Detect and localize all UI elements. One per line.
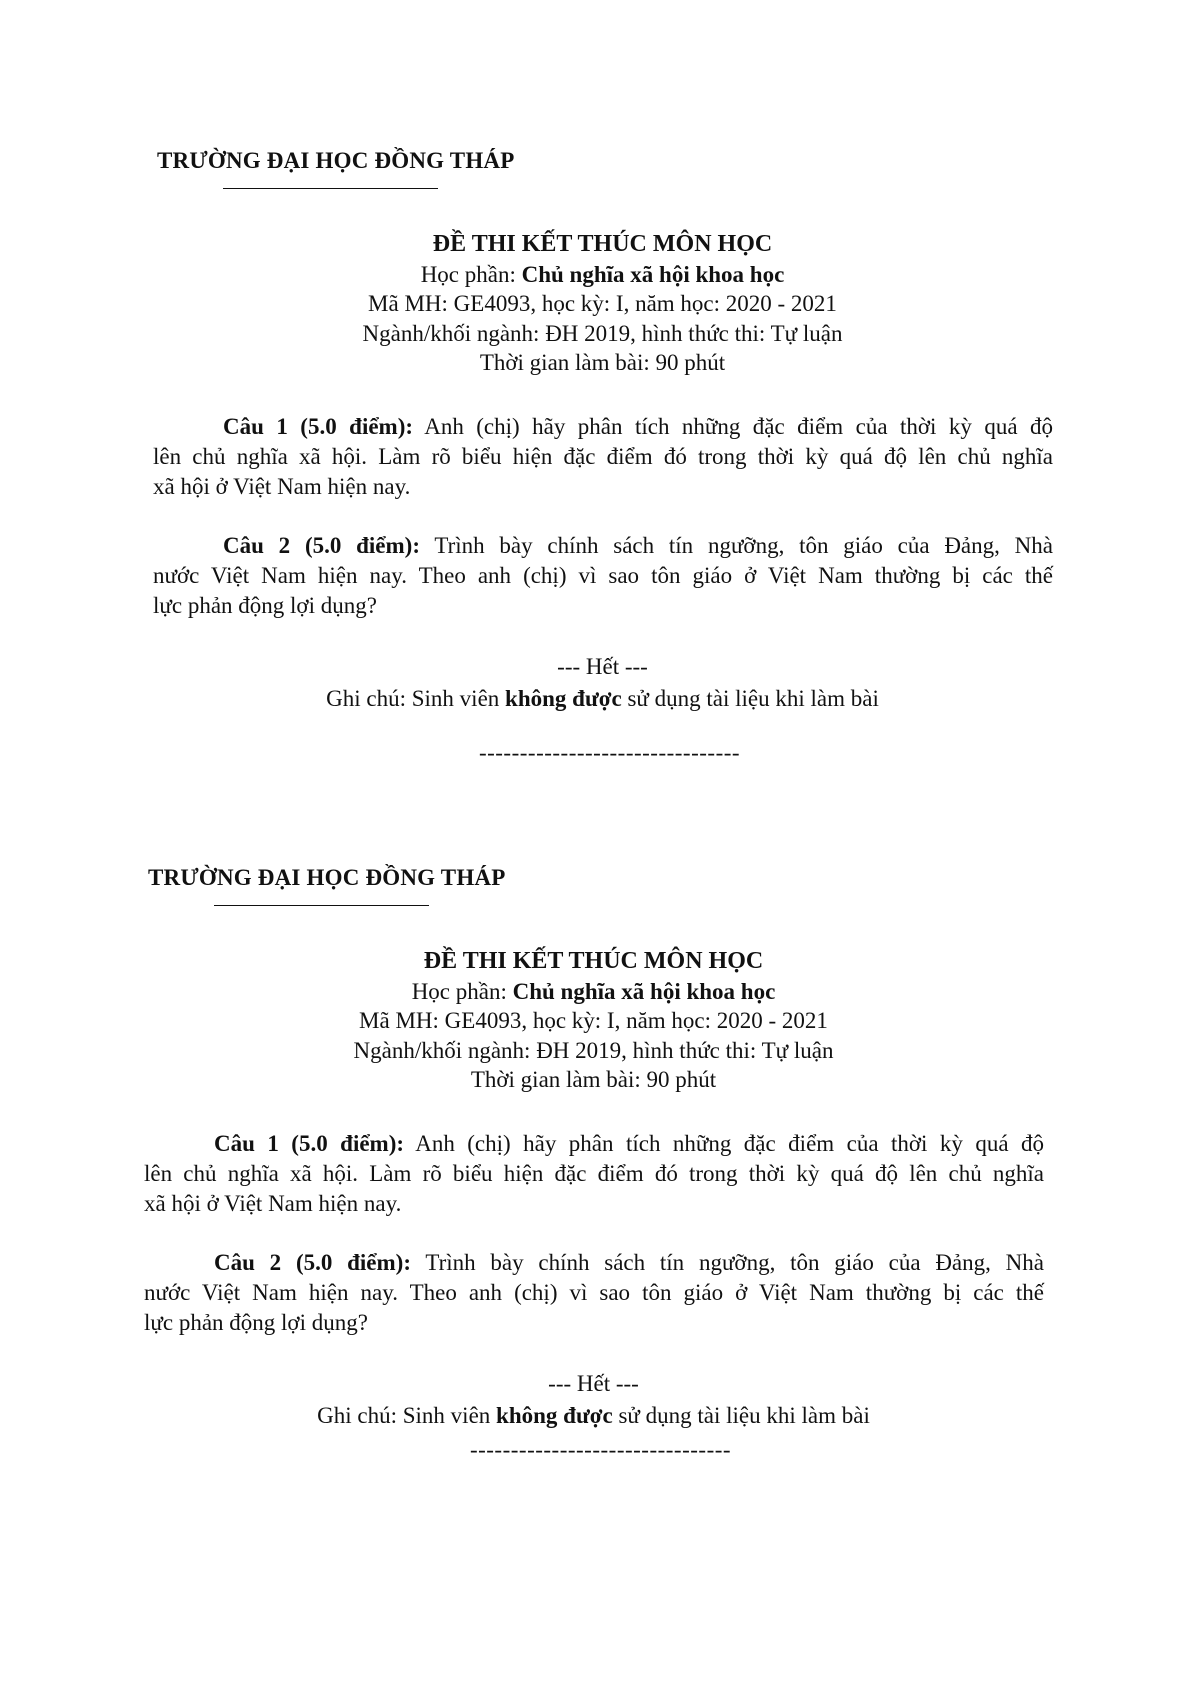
exam-title: ĐỀ THI KẾT THÚC MÔN HỌC (432, 231, 773, 257)
question-2 (144, 1248, 1044, 1338)
end-marker: --- Hết --- (557, 654, 648, 679)
question-1-line-1 (153, 412, 1053, 442)
note-emphasis: không được (496, 1403, 613, 1428)
question-2-line-1 (153, 531, 1053, 561)
exam-footer (0, 1368, 1182, 1432)
question-1-label: Câu 1 (5.0 điểm): (223, 414, 414, 439)
course-line (0, 977, 1182, 1007)
course-code-line: Mã MH: GE4093, học kỳ: I, năm học: 2020 - 2021 (368, 291, 837, 316)
question-1-line-3: xã hội ở Việt Nam hiện nay. (144, 1191, 402, 1216)
note-suffix: sử dụng tài liệu khi làm bài (621, 686, 879, 711)
exam-note (0, 683, 1191, 715)
question-1-line-2: lên chủ nghĩa xã hội. Làm rõ biểu hiện đặc điểm đó trong thời kỳ quá độ lên chủ nghĩa (144, 1161, 1044, 1186)
question-2-line-3: lực phản động lợi dụng? (144, 1310, 368, 1335)
major-line: Ngành/khối ngành: ĐH 2019, hình thức thi: Tự luận (362, 320, 843, 346)
time-line: Thời gian làm bài: 90 phút (479, 350, 726, 375)
exam-title: ĐỀ THI KẾT THÚC MÔN HỌC (423, 948, 764, 974)
note-emphasis: không được (505, 686, 622, 711)
exam-header (0, 230, 1191, 378)
course-line (0, 260, 1191, 290)
question-2-line-3: lực phản động lợi dụng? (153, 593, 377, 618)
section-divider: -------------------------------- (478, 740, 741, 765)
question-1-label: Câu 1 (5.0 điểm): (214, 1131, 405, 1156)
note-prefix: Ghi chú: Sinh viên (317, 1403, 497, 1428)
course-name: Chủ nghĩa xã hội khoa học (512, 978, 776, 1004)
exam-note (0, 1400, 1182, 1432)
time-line: Thời gian làm bài: 90 phút (470, 1067, 717, 1092)
question-1 (153, 412, 1053, 502)
question-2-line-1 (144, 1248, 1044, 1278)
exam-footer (0, 651, 1191, 715)
question-2-line-2: nước Việt Nam hiện nay. Theo anh (chị) vì sao tôn giáo ở Việt Nam thường bị các thế (153, 563, 1053, 588)
question-2-text-1: Trình bày chính sách tín ngưỡng, tôn giáo của Đảng, Nhà (411, 1250, 1044, 1275)
question-2-line-2: nước Việt Nam hiện nay. Theo anh (chị) vì sao tôn giáo ở Việt Nam thường bị các thế (144, 1280, 1044, 1305)
question-1 (144, 1129, 1044, 1219)
question-2 (153, 531, 1053, 621)
question-2-label: Câu 2 (5.0 điểm): (223, 533, 420, 558)
question-1-text-1: Anh (chị) hãy phân tích những đặc điểm của thời kỳ quá độ (404, 1131, 1044, 1156)
exam-header (0, 947, 1182, 1095)
note-suffix: sử dụng tài liệu khi làm bài (612, 1403, 870, 1428)
question-1-line-2: lên chủ nghĩa xã hội. Làm rõ biểu hiện đặc điểm đó trong thời kỳ quá độ lên chủ nghĩa (153, 444, 1053, 469)
school-underline (223, 188, 438, 189)
school-name: TRƯỜNG ĐẠI HỌC ĐỒNG THÁP (157, 148, 515, 173)
question-2-label: Câu 2 (5.0 điểm): (214, 1250, 411, 1275)
course-prefix: Học phần: (420, 261, 522, 287)
school-name: TRƯỜNG ĐẠI HỌC ĐỒNG THÁP (148, 865, 506, 890)
major-line: Ngành/khối ngành: ĐH 2019, hình thức thi: Tự luận (353, 1037, 834, 1063)
school-underline (214, 905, 429, 906)
section-divider: -------------------------------- (469, 1437, 732, 1462)
end-marker: --- Hết --- (548, 1371, 639, 1396)
question-1-line-1 (144, 1129, 1044, 1159)
course-code-line: Mã MH: GE4093, học kỳ: I, năm học: 2020 - 2021 (359, 1008, 828, 1033)
note-prefix: Ghi chú: Sinh viên (326, 686, 506, 711)
question-1-line-3: xã hội ở Việt Nam hiện nay. (153, 474, 411, 499)
question-1-text-1: Anh (chị) hãy phân tích những đặc điểm của thời kỳ quá độ (413, 414, 1053, 439)
course-prefix: Học phần: (411, 978, 513, 1004)
question-2-text-1: Trình bày chính sách tín ngưỡng, tôn giáo của Đảng, Nhà (420, 533, 1053, 558)
course-name: Chủ nghĩa xã hội khoa học (521, 261, 785, 287)
